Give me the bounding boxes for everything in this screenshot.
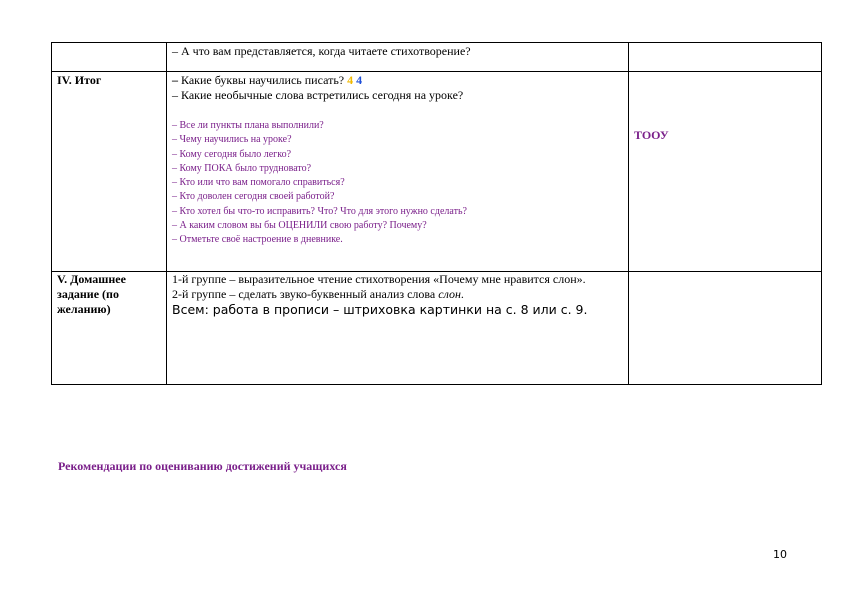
list-item: – Кто хотел бы что-то исправить? Что? Что для этого нужно сделать?: [172, 205, 467, 217]
table-row: [52, 43, 822, 72]
list-item: – Кто доволен сегодня своей работой?: [172, 191, 335, 203]
reflection-list: [172, 119, 623, 248]
letter-yellow: 4: [347, 73, 354, 87]
letter-blue: 4: [356, 73, 363, 87]
notes-cell: [629, 43, 822, 72]
page-number: 10: [773, 548, 787, 561]
homework-group1: 1-й группе – выразительное чтение стихотворения «Почему мне нравится слон».: [172, 272, 586, 286]
list-item: – Кто или что вам помогало справиться?: [172, 177, 345, 189]
stage-title: IV. Итог: [57, 73, 102, 87]
tooy-label: ТООУ: [634, 128, 669, 142]
content-cell: [167, 72, 629, 272]
homework-group2: 2-й группе – сделать звуко-буквенный анализ слова слон.: [172, 287, 464, 301]
notes-cell: [629, 272, 822, 385]
list-item: – Кому ПОКА было трудновато?: [172, 162, 312, 174]
question-letters: – Какие буквы научились писать? 4 4: [172, 73, 363, 87]
content-cell: [167, 272, 629, 385]
content-cell: [167, 43, 629, 72]
stage-cell: [52, 272, 167, 385]
table-row: [52, 72, 822, 272]
section-heading: Рекомендации по оцениванию достижений учащихся: [58, 459, 347, 473]
question-words: – Какие необычные слова встретились сегодня на уроке?: [172, 88, 464, 102]
lesson-plan-table: [51, 42, 822, 385]
list-item: – Все ли пункты плана выполнили?: [172, 120, 324, 131]
stage-cell: [52, 43, 167, 72]
list-item: – Чему научились на уроке?: [172, 134, 292, 146]
list-item: – Отметьте своё настроение в дневнике.: [172, 234, 343, 246]
list-item: – А каким словом вы бы ОЦЕНИЛИ свою работу? Почему?: [172, 220, 427, 232]
question-text: – А что вам представляется, когда читаете стихотворение?: [172, 44, 471, 58]
stage-title: V. Домашнее задание (по желанию): [57, 272, 126, 316]
stage-cell: [52, 72, 167, 272]
table-row: [52, 272, 822, 385]
notes-cell: [629, 72, 822, 272]
homework-all: Всем: работа в прописи – штриховка картинки на с. 8 или с. 9.: [172, 302, 588, 317]
list-item: – Кому сегодня было легко?: [172, 148, 292, 160]
